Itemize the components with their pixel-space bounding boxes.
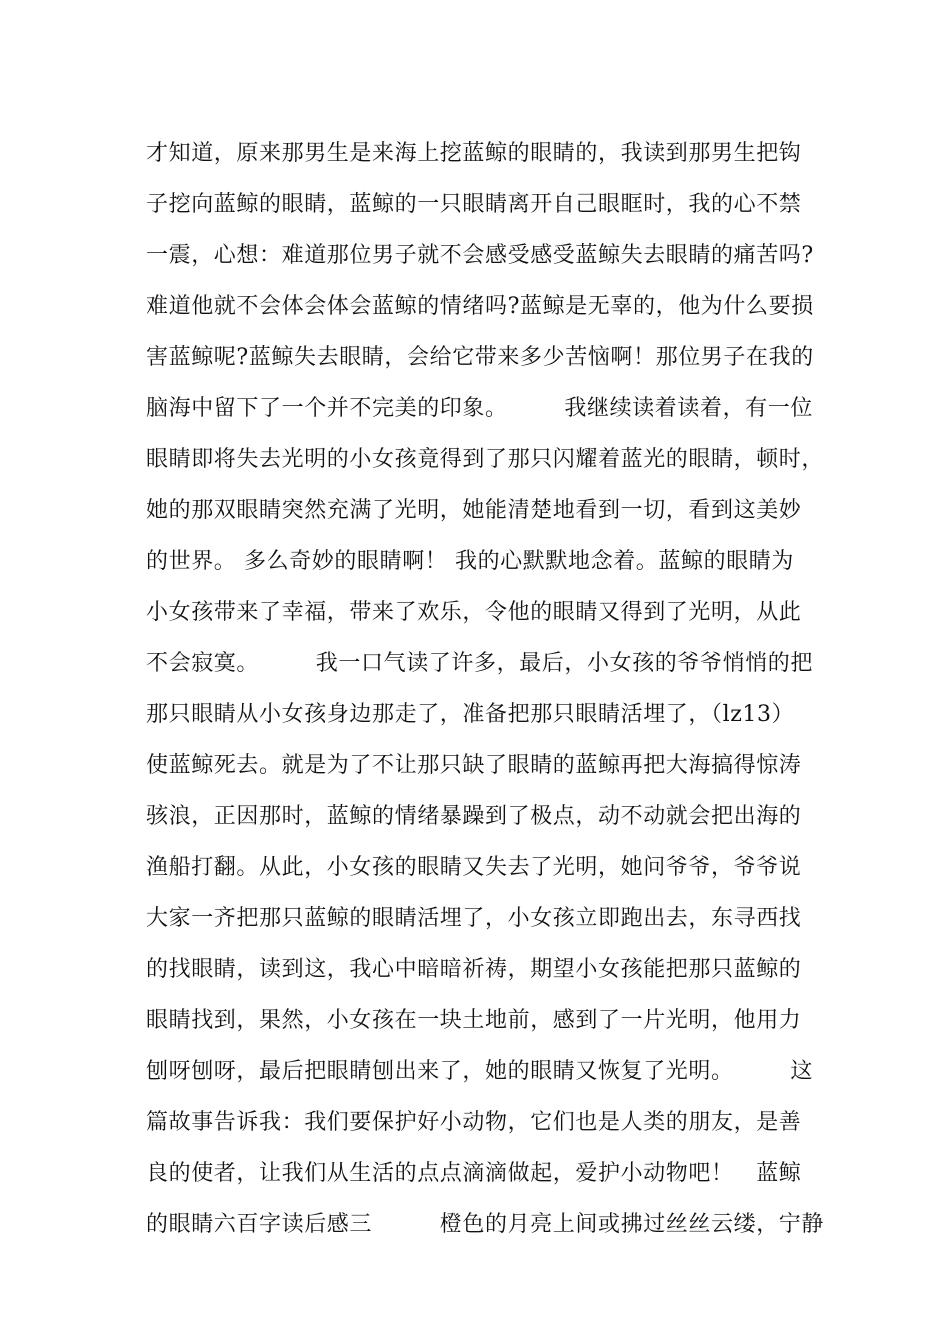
text-line: 她的那双眼睛突然充满了光明，她能清楚地看到一切，看到这美妙 <box>146 498 802 523</box>
body-text <box>146 128 826 1250</box>
text-line: 骇浪，正因那时，蓝鲸的情绪暴躁到了极点，动不动就会把出海的 <box>146 804 802 829</box>
text-line: 难道他就不会体会体会蓝鲸的情绪吗?蓝鲸是无辜的，他为什么要损 <box>146 294 814 319</box>
text-line: 大家一齐把那只蓝鲸的眼睛活埋了，小女孩立即跑出去，东寻西找 <box>146 906 802 931</box>
text-line: 篇故事告诉我：我们要保护好小动物，它们也是人类的朋友，是善 <box>146 1110 802 1135</box>
text-line: 眼睛即将失去光明的小女孩竟得到了那只闪耀着蓝光的眼睛，顿时， <box>146 447 825 472</box>
text-line: 一震，心想：难道那位男子就不会感受感受蓝鲸失去眼睛的痛苦吗? <box>146 243 814 268</box>
text-line: 良的使者，让我们从生活的点点滴滴做起，爱护小动物吧！ 蓝鲸 <box>146 1161 802 1186</box>
text-line: 的找眼睛，读到这，我心中暗暗祈祷，期望小女孩能把那只蓝鲸的 <box>146 957 802 982</box>
text-line: 才知道，原来那男生是来海上挖蓝鲸的眼睛的，我读到那男生把钩 <box>146 141 802 166</box>
text-line: 渔船打翻。从此，小女孩的眼睛又失去了光明，她问爷爷，爷爷说 <box>146 855 802 880</box>
text-line: 使蓝鲸死去。就是为了不让那只缺了眼睛的蓝鲸再把大海搞得惊涛 <box>146 753 802 778</box>
text-line: 不会寂寞。 我一口气读了许多，最后，小女孩的爷爷悄悄的把 <box>146 651 814 676</box>
text-line: 的眼睛六百字读后感三 橙色的月亮上间或拂过丝丝云缕，宁静 <box>146 1212 825 1237</box>
text-line: 眼睛找到，果然，小女孩在一块土地前，感到了一片光明，他用力 <box>146 1008 802 1033</box>
text-line: 子挖向蓝鲸的眼睛，蓝鲸的一只眼睛离开自己眼眶时，我的心不禁 <box>146 192 802 217</box>
text-line: 的世界。 多么奇妙的眼睛啊！ 我的心默默地念着。蓝鲸的眼睛为 <box>146 549 794 574</box>
text-line: 脑海中留下了一个并不完美的印象。 我继续读着读着，有一位 <box>146 396 814 421</box>
text-line: 刨呀刨呀，最后把眼睛刨出来了，她的眼睛又恢复了光明。 这 <box>146 1059 814 1084</box>
text-line: 小女孩带来了幸福，带来了欢乐，令他的眼睛又得到了光明，从此 <box>146 600 802 625</box>
text-line: 害蓝鲸呢?蓝鲸失去眼睛，会给它带来多少苦恼啊！那位男子在我的 <box>146 345 814 370</box>
text-line: 那只眼睛从小女孩身边那走了，准备把那只眼睛活埋了，（lz13） <box>146 702 795 727</box>
